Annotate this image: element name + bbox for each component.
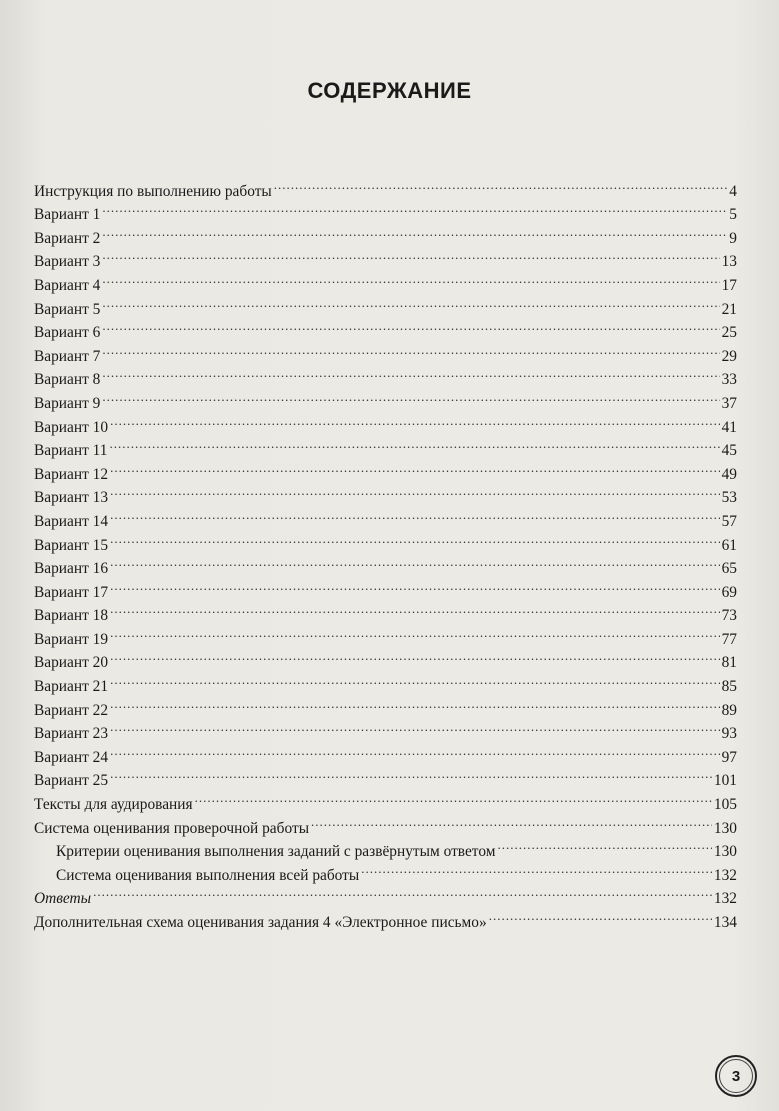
toc-entry-label: Вариант 8 [34, 371, 101, 389]
toc-dot-leader [102, 266, 719, 290]
toc-dot-leader [110, 573, 720, 597]
toc-entry [34, 196, 737, 224]
toc-entry [34, 219, 737, 247]
toc-entry-label: Вариант 7 [34, 347, 101, 365]
toc-entry-page: 53 [721, 489, 737, 507]
toc-entry-page: 97 [721, 748, 737, 766]
toc-entry-label: Вариант 18 [34, 607, 109, 625]
toc-entry-page: 13 [721, 253, 737, 271]
toc-dot-leader [110, 738, 720, 762]
toc-entry-page: 17 [721, 276, 737, 294]
toc-entry [34, 243, 737, 271]
toc-entry-page: 49 [721, 465, 737, 483]
toc-dot-leader [361, 856, 712, 880]
toc-dot-leader [110, 455, 720, 479]
toc-entry-page: 130 [713, 843, 737, 861]
toc-entry-page: 132 [713, 866, 737, 884]
toc-dot-leader [110, 620, 720, 644]
toc-entry-label: Вариант 19 [34, 630, 109, 648]
toc-entry [34, 644, 737, 672]
toc-entry-label: Вариант 20 [34, 654, 109, 672]
toc-dot-leader [102, 361, 719, 385]
toc-entry [34, 408, 737, 436]
toc-dot-leader [102, 290, 719, 314]
toc-entry-label: Вариант 25 [34, 772, 109, 790]
toc-entry-label: Вариант 13 [34, 489, 109, 507]
toc-entry-page: 41 [721, 418, 737, 436]
toc-entry [34, 550, 737, 578]
toc-dot-leader [110, 715, 720, 739]
toc-dot-leader [110, 432, 720, 456]
toc-dot-leader [110, 762, 712, 786]
toc-entry-label: Вариант 22 [34, 701, 109, 719]
page-number-badge [715, 1055, 757, 1097]
toc-dot-leader [102, 337, 719, 361]
toc-entry [34, 455, 737, 483]
toc-dot-leader [102, 314, 719, 338]
page-number: 3 [719, 1059, 753, 1093]
toc-entry-page: 5 [729, 206, 737, 224]
table-of-contents [34, 172, 737, 931]
toc-dot-leader [102, 384, 719, 408]
toc-entry-page: 134 [713, 914, 737, 931]
toc-entry-label: Вариант 14 [34, 512, 109, 530]
toc-entry-label: Критерии оценивания выполнения заданий с развёрнутым ответом [56, 843, 496, 861]
toc-entry-label: Тексты для аудирования [34, 796, 193, 814]
toc-entry [34, 526, 737, 554]
toc-entry [34, 715, 737, 743]
toc-entry [34, 762, 737, 790]
toc-entry-label: Вариант 2 [34, 229, 101, 247]
toc-entry [34, 573, 737, 601]
toc-entry-page: 45 [721, 442, 737, 460]
toc-dot-leader [311, 809, 712, 833]
toc-entry-page: 89 [721, 701, 737, 719]
toc-dot-leader [110, 667, 720, 691]
toc-entry [34, 597, 737, 625]
toc-entry-label: Вариант 4 [34, 276, 101, 294]
toc-entry-label: Вариант 10 [34, 418, 109, 436]
toc-dot-leader [274, 172, 728, 196]
toc-entry [34, 172, 737, 200]
toc-entry-page: 93 [721, 725, 737, 743]
toc-entry-label: Вариант 11 [34, 442, 108, 460]
toc-entry [34, 903, 737, 931]
toc-dot-leader [497, 833, 711, 857]
toc-entry [34, 691, 737, 719]
toc-entry-page: 65 [721, 560, 737, 578]
toc-entry [34, 361, 737, 389]
toc-dot-leader [110, 644, 720, 668]
toc-entry-label: Вариант 6 [34, 324, 101, 342]
toc-entry [34, 738, 737, 766]
toc-entry-label: Система оценивания проверочной работы [34, 819, 310, 837]
toc-entry-label: Вариант 16 [34, 560, 109, 578]
toc-dot-leader [102, 243, 719, 267]
toc-entry-label: Вариант 23 [34, 725, 109, 743]
toc-entry-label: Инструкция по выполнению работы [34, 182, 272, 200]
toc-entry-page: 21 [721, 300, 737, 318]
toc-entry-page: 101 [713, 772, 737, 790]
toc-dot-leader [93, 880, 712, 904]
toc-entry [34, 314, 737, 342]
toc-dot-leader [102, 196, 727, 220]
toc-entry-label: Вариант 5 [34, 300, 101, 318]
toc-entry-page: 130 [713, 819, 737, 837]
toc-dot-leader [110, 408, 720, 432]
toc-entry-label: Вариант 24 [34, 748, 109, 766]
toc-entry-label: Дополнительная схема оценивания задания 4 «Электронное письмо» [34, 914, 487, 931]
toc-dot-leader [110, 479, 720, 503]
toc-entry [34, 785, 737, 814]
toc-entry-label: Вариант 12 [34, 465, 109, 483]
toc-entry [34, 432, 737, 460]
toc-entry-page: 81 [721, 654, 737, 672]
toc-dot-leader [110, 691, 720, 715]
toc-dot-leader [110, 597, 720, 621]
toc-entry-label: Вариант 15 [34, 536, 109, 554]
toc-entry-label: Вариант 21 [34, 678, 109, 696]
toc-entry [34, 880, 737, 908]
toc-entry [34, 667, 737, 696]
toc-entry [34, 384, 737, 412]
toc-entry [34, 620, 737, 648]
toc-entry-label: Вариант 9 [34, 394, 101, 412]
toc-entry-page: 132 [713, 890, 737, 908]
toc-entry-page: 73 [721, 607, 737, 625]
toc-entry-page: 33 [721, 371, 737, 389]
toc-entry [34, 337, 737, 365]
toc-entry-page: 61 [721, 536, 737, 554]
toc-entry [34, 502, 737, 530]
toc-entry-label: Система оценивания выполнения всей работы [56, 866, 360, 884]
toc-entry-label: Вариант 1 [34, 206, 101, 224]
toc-dot-leader [110, 502, 720, 526]
toc-entry-page: 105 [713, 796, 737, 814]
toc-entry-page: 25 [721, 324, 737, 342]
toc-entry-page: 37 [721, 394, 737, 412]
toc-entry-page: 29 [721, 347, 737, 365]
toc-dot-leader [110, 526, 720, 550]
toc-entry [34, 266, 737, 294]
toc-dot-leader [195, 785, 712, 809]
toc-entry-label: Вариант 17 [34, 583, 109, 601]
toc-dot-leader [102, 219, 727, 243]
toc-entry-label: Вариант 3 [34, 253, 101, 271]
toc-entry-page: 77 [721, 630, 737, 648]
page-title: СОДЕРЖАНИЕ [307, 78, 472, 103]
toc-dot-leader [489, 903, 712, 927]
toc-entry-page: 85 [721, 678, 737, 696]
toc-entry [34, 290, 737, 318]
toc-entry-page: 4 [729, 182, 737, 200]
toc-entry-page: 9 [729, 229, 737, 247]
toc-entry [34, 479, 737, 507]
toc-entry-page: 57 [721, 512, 737, 530]
toc-entry-page: 69 [721, 583, 737, 601]
toc-dot-leader [110, 550, 720, 574]
toc-entry-label: Ответы [34, 890, 92, 908]
